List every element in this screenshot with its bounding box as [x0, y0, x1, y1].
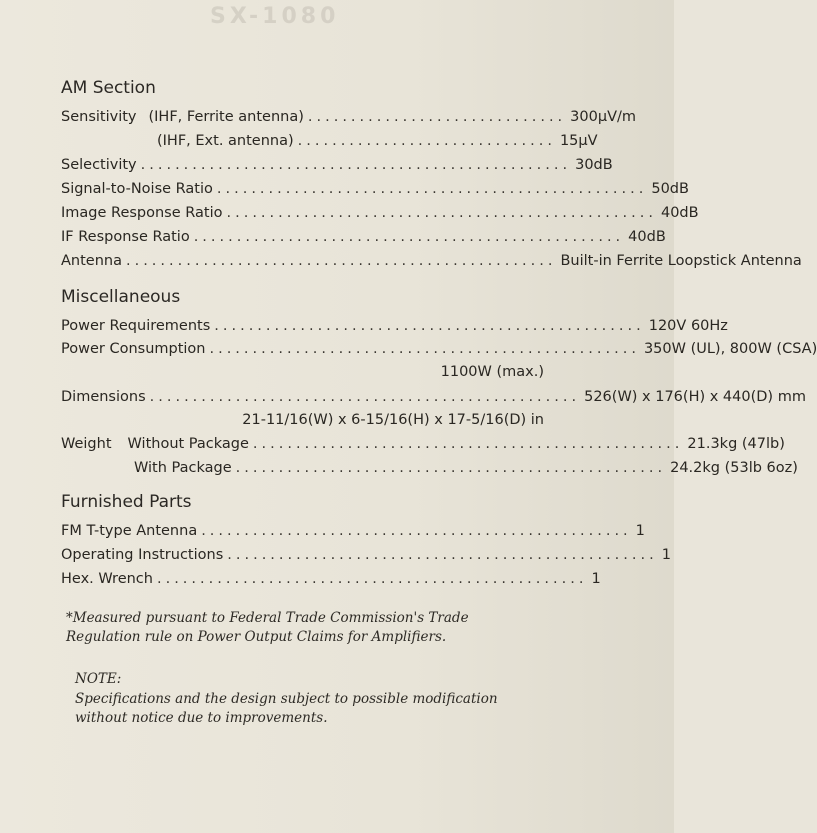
spec-label: Power Requirements: [61, 318, 211, 334]
spec-condition: (IHF, Ferrite antenna): [148, 109, 304, 125]
spec-row-power-consumption-max: [61, 361, 544, 383]
leader-dots: ..................................................: [149, 389, 581, 405]
part-label: FM T-type Antenna: [61, 523, 198, 539]
spec-value: 21-11/16(W) x 6-15/16(H) x 17-5/16(D) in: [242, 412, 544, 428]
spec-value: 24.2kg (53lb 6oz): [670, 460, 798, 476]
bleed-through-header: [40, 4, 634, 30]
spec-label: Selectivity: [61, 157, 137, 173]
footnote: *Measured pursuant to Federal Trade Commission's Trade Regulation rule on Power Output Claims for Amplifiers.: [66, 610, 469, 645]
spec-value: 1100W (max.): [440, 364, 544, 380]
spec-row-power-requirements: [61, 315, 728, 337]
spec-condition: Without Package: [127, 436, 249, 452]
spec-value: Built-in Ferrite Loopstick Antenna: [560, 253, 802, 269]
leader-dots: ..................................................: [156, 571, 588, 587]
spec-row-weight-without: [61, 433, 785, 455]
spec-value: 50dB: [651, 181, 689, 197]
leader-dots: ..................................................: [227, 547, 658, 563]
note-title: NOTE:: [75, 671, 122, 687]
spec-row-snr: [61, 178, 689, 200]
leader-dots: ..............................: [297, 133, 556, 149]
section-title-furnished: Furnished Parts: [61, 492, 192, 512]
leader-dots: ..................................................: [226, 205, 657, 221]
spec-row-sensitivity-ext: [157, 130, 598, 152]
spec-row-selectivity: [61, 154, 613, 176]
leader-dots: ..................................................: [201, 523, 632, 539]
list-item: [61, 520, 645, 542]
leader-dots: ..................................................: [125, 253, 557, 269]
part-label: Operating Instructions: [61, 547, 224, 563]
spec-value: 30dB: [575, 157, 613, 173]
section-title-misc: Miscellaneous: [61, 287, 181, 307]
spec-row-weight-with: [134, 457, 798, 479]
spec-label: Image Response Ratio: [61, 205, 223, 221]
spec-value: 120V 60Hz: [648, 318, 728, 334]
spec-value: 40dB: [660, 205, 699, 221]
part-quantity: 1: [635, 523, 645, 539]
leader-dots: ..................................................: [252, 436, 684, 452]
part-quantity: 1: [591, 571, 601, 587]
spec-row-image-response: [61, 202, 699, 224]
model-mark: SX-1080: [210, 4, 340, 29]
spec-label: IF Response Ratio: [61, 229, 190, 245]
spec-row-power-consumption: [61, 338, 817, 360]
spec-label: Sensitivity: [61, 109, 137, 125]
spec-value: 21.3kg (47lb): [687, 436, 785, 452]
spec-value: 15μV: [559, 133, 598, 149]
spec-value: 300μV/m: [570, 109, 637, 125]
note-text: Specifications and the design subject to possible modification without notice due to improvements.: [75, 691, 498, 726]
spec-label: Dimensions: [61, 389, 146, 405]
spec-row-sensitivity-ferrite: [61, 106, 637, 128]
spec-row-dimensions-in: [61, 409, 544, 431]
part-quantity: 1: [661, 547, 671, 563]
spec-value: 526(W) x 176(H) x 440(D) mm: [584, 389, 806, 405]
list-item: [61, 544, 671, 566]
part-label: Hex. Wrench: [61, 571, 153, 587]
spec-row-if-response: [61, 226, 666, 248]
spec-label: Signal-to-Noise Ratio: [61, 181, 213, 197]
leader-dots: ..................................................: [209, 341, 640, 357]
spec-value: 350W (UL), 800W (CSA): [643, 341, 817, 357]
leader-dots: ..................................................: [214, 318, 645, 334]
leader-dots: ..................................................: [140, 157, 572, 173]
leader-dots: ..................................................: [235, 460, 667, 476]
spec-label: Power Consumption: [61, 341, 206, 357]
leader-dots: ..................................................: [193, 229, 625, 245]
section-title-am: AM Section: [61, 78, 156, 98]
spec-row-dimensions: [61, 386, 806, 408]
leader-dots: ..................................................: [216, 181, 648, 197]
spec-condition: With Package: [134, 460, 232, 476]
spec-label: Weight: [61, 436, 112, 452]
spec-value: 40dB: [628, 229, 666, 245]
list-item: [61, 568, 601, 590]
spec-row-antenna: [61, 250, 802, 272]
spec-condition: (IHF, Ext. antenna): [157, 133, 294, 149]
spec-label: Antenna: [61, 253, 122, 269]
leader-dots: ..............................: [307, 109, 567, 125]
